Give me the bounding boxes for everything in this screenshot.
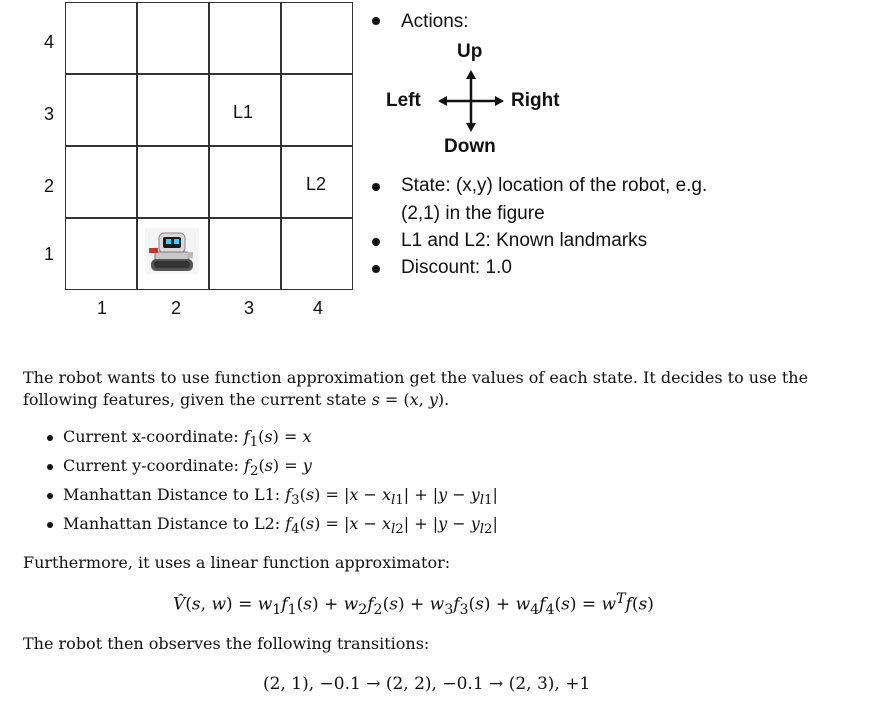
feature-2: Current y-coordinate: $f_2(s) = y$	[63, 456, 312, 480]
landmark-l1: L1	[233, 102, 254, 122]
feature-3-label: Manhattan Distance to L1:	[63, 485, 281, 504]
action-up: Up	[457, 41, 483, 62]
feature-bullet-1	[47, 435, 53, 441]
furthermore-text: Furthermore, it uses a linear function approximator:	[23, 553, 451, 572]
robot-icon	[145, 228, 199, 274]
bullet-actions	[372, 17, 380, 25]
observes-text: The robot then observes the following transitions:	[23, 634, 430, 653]
intro-line2: following features, given the current state s = (x, y).	[23, 390, 450, 409]
state-text-line1: State: (x,y) location of the robot, e.g.	[401, 175, 708, 196]
actions-heading: Actions:	[401, 11, 469, 32]
feature-2-label: Current y-coordinate:	[63, 456, 239, 475]
feature-4: Manhattan Distance to L2: $f_4(s) = |x - x_{l2}| + |y - y_{l2}|$	[63, 514, 498, 538]
y-label-1: 1	[43, 244, 54, 264]
bullet-landmarks	[372, 238, 380, 246]
feature-1-label: Current x-coordinate:	[63, 427, 239, 446]
approximator-equation: V̂(s, $w) = w_1f_1(s) + w_2f_2(s) + w_3f_3(s) + w_4f_4(s) = w^Tf(s)$	[173, 591, 654, 619]
feature-bullet-3	[47, 493, 53, 499]
grid-line-h3	[65, 217, 353, 219]
action-down: Down	[444, 136, 496, 157]
y-label-3: 3	[43, 104, 54, 124]
grid-line-h1	[65, 73, 353, 75]
intro-line2-text: following features, given the current state	[23, 390, 367, 409]
feature-4-label: Manhattan Distance to L2:	[63, 514, 281, 533]
feature-1: Current x-coordinate: $f_1(s) = x$	[63, 427, 312, 451]
x-label-3: 3	[243, 298, 254, 318]
grid-line-h2	[65, 145, 353, 147]
landmark-l2: L2	[306, 174, 327, 194]
state-text-line2: (2,1) in the figure	[401, 203, 545, 224]
action-right: Right	[511, 90, 560, 111]
action-left: Left	[386, 90, 421, 111]
x-label-1: 1	[96, 298, 107, 318]
feature-bullet-2	[47, 464, 53, 470]
direction-arrows-icon	[438, 70, 504, 132]
landmarks-text: L1 and L2: Known landmarks	[401, 230, 648, 251]
y-label-2: 2	[43, 176, 54, 196]
intro-line1: The robot wants to use function approximation get the values of each state. It decides to use the	[23, 368, 809, 387]
feature-3: Manhattan Distance to L1: $f_3(s) = |x - x_{l1}| + |y - y_{l1}|$	[63, 485, 498, 509]
x-label-2: 2	[170, 298, 181, 318]
grid-world	[65, 2, 353, 290]
feature-bullet-4	[47, 522, 53, 528]
y-label-4: 4	[43, 32, 54, 52]
transitions-equation: (2, 1), −0.1 → (2, 2), −0.1 → (2, 3), +1	[263, 674, 591, 694]
x-label-4: 4	[312, 298, 323, 318]
discount-text: Discount: 1.0	[401, 257, 512, 278]
bullet-state	[372, 183, 380, 191]
bullet-discount	[372, 265, 380, 273]
